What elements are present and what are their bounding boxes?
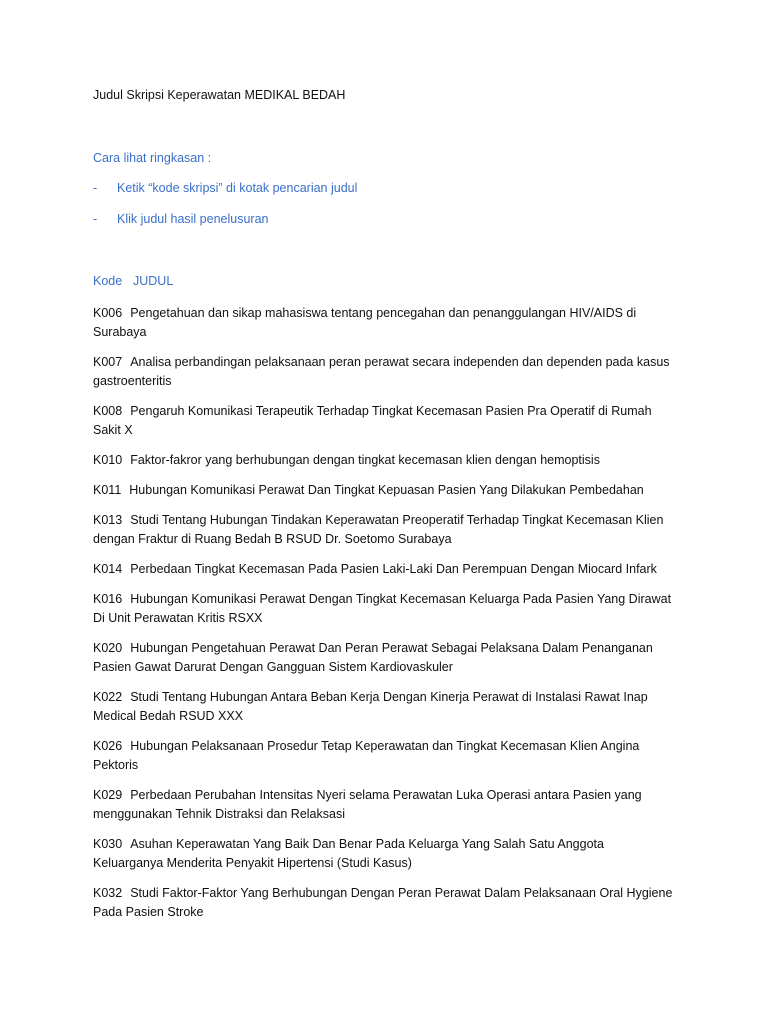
entry-code: K007 bbox=[93, 355, 123, 369]
entry-title: Faktor-fakror yang berhubungan dengan tingkat kecemasan klien dengan hemoptisis bbox=[130, 453, 600, 467]
list-item bbox=[93, 639, 673, 677]
entry-title: Studi Tentang Hubungan Antara Beban Kerja Dengan Kinerja Perawat di Instalasi Rawat Inap Medical Bedah RSUD XXX bbox=[93, 690, 648, 723]
entry-code: K032 bbox=[93, 886, 123, 900]
entry-title: Pengetahuan dan sikap mahasiswa tentang pencegahan dan penanggulangan HIV/AIDS di Surabaya bbox=[93, 306, 637, 339]
entry-title: Perbedaan Perubahan Intensitas Nyeri selama Perawatan Luka Operasi antara Pasien yang menggunakan Tehnik Distraksi dan Relaksasi bbox=[93, 788, 642, 821]
list-item bbox=[93, 451, 673, 470]
column-title-label: JUDUL bbox=[133, 274, 174, 288]
entry-title: Pengaruh Komunikasi Terapeutik Terhadap Tingkat Kecemasan Pasien Pra Operatif di Rumah Sakit X bbox=[93, 404, 652, 437]
entry-title: Studi Tentang Hubungan Tindakan Keperawatan Preoperatif Terhadap Tingkat Kecemasan Klien dengan Fraktur di Ruang Bedah B RSUD Dr. Soetomo Surabaya bbox=[93, 513, 664, 546]
entry-code: K014 bbox=[93, 562, 123, 576]
list-item bbox=[93, 884, 673, 922]
entry-code: K020 bbox=[93, 641, 123, 655]
entry-title: Hubungan Komunikasi Perawat Dan Tingkat Kepuasan Pasien Yang Dilakukan Pembedahan bbox=[129, 483, 644, 497]
entry-code: K022 bbox=[93, 690, 123, 704]
list-item bbox=[93, 402, 673, 440]
entry-code: K006 bbox=[93, 306, 123, 320]
list-item bbox=[93, 786, 673, 824]
howto-heading: Cara lihat ringkasan : bbox=[93, 151, 212, 165]
list-item bbox=[93, 737, 673, 775]
list-item bbox=[93, 481, 673, 500]
column-code-label: Kode bbox=[93, 274, 123, 288]
thesis-list bbox=[93, 304, 673, 933]
entry-code: K026 bbox=[93, 739, 123, 753]
entry-title: Studi Faktor-Faktor Yang Berhubungan Dengan Peran Perawat Dalam Pelaksanaan Oral Hygiene Pada Pasien Stroke bbox=[93, 886, 673, 919]
entry-code: K010 bbox=[93, 453, 123, 467]
entry-code: K016 bbox=[93, 592, 123, 606]
step-bullet: - bbox=[93, 212, 98, 226]
entry-code: K011 bbox=[93, 483, 122, 497]
step-text: Ketik “kode skripsi” di kotak pencarian judul bbox=[117, 181, 358, 195]
list-item bbox=[93, 304, 673, 342]
list-item bbox=[93, 835, 673, 873]
list-item bbox=[93, 688, 673, 726]
howto-step bbox=[93, 212, 268, 226]
step-bullet: - bbox=[93, 181, 98, 195]
entry-code: K030 bbox=[93, 837, 123, 851]
list-item bbox=[93, 590, 673, 628]
entry-code: K008 bbox=[93, 404, 123, 418]
entry-title: Hubungan Komunikasi Perawat Dengan Tingkat Kecemasan Keluarga Pada Pasien Yang Dirawat Di Unit Perawatan Kritis RSXX bbox=[93, 592, 672, 625]
howto-step bbox=[93, 181, 357, 195]
entry-code: K013 bbox=[93, 513, 123, 527]
entry-code: K029 bbox=[93, 788, 123, 802]
entry-title: Perbedaan Tingkat Kecemasan Pada Pasien Laki-Laki Dan Perempuan Dengan Miocard Infark bbox=[130, 562, 657, 576]
list-item bbox=[93, 560, 673, 579]
list-item bbox=[93, 353, 673, 391]
step-text: Klik judul hasil penelusuran bbox=[117, 212, 269, 226]
entry-title: Analisa perbandingan pelaksanaan peran perawat secara independen dan dependen pada kasus gastroenteritis bbox=[93, 355, 670, 388]
entry-title: Asuhan Keperawatan Yang Baik Dan Benar Pada Keluarga Yang Salah Satu Anggota Keluarganya Menderita Penyakit Hipertensi (Studi Kasus) bbox=[93, 837, 604, 870]
list-item bbox=[93, 511, 673, 549]
entry-title: Hubungan Pengetahuan Perawat Dan Peran Perawat Sebagai Pelaksana Dalam Penanganan Pasien Gawat Darurat Dengan Gangguan Sistem Kardiovaskuler bbox=[93, 641, 653, 674]
entry-title: Hubungan Pelaksanaan Prosedur Tetap Keperawatan dan Tingkat Kecemasan Klien Angina Pektoris bbox=[93, 739, 640, 772]
document-title: Judul Skripsi Keperawatan MEDIKAL BEDAH bbox=[93, 88, 346, 102]
column-header bbox=[93, 274, 173, 288]
